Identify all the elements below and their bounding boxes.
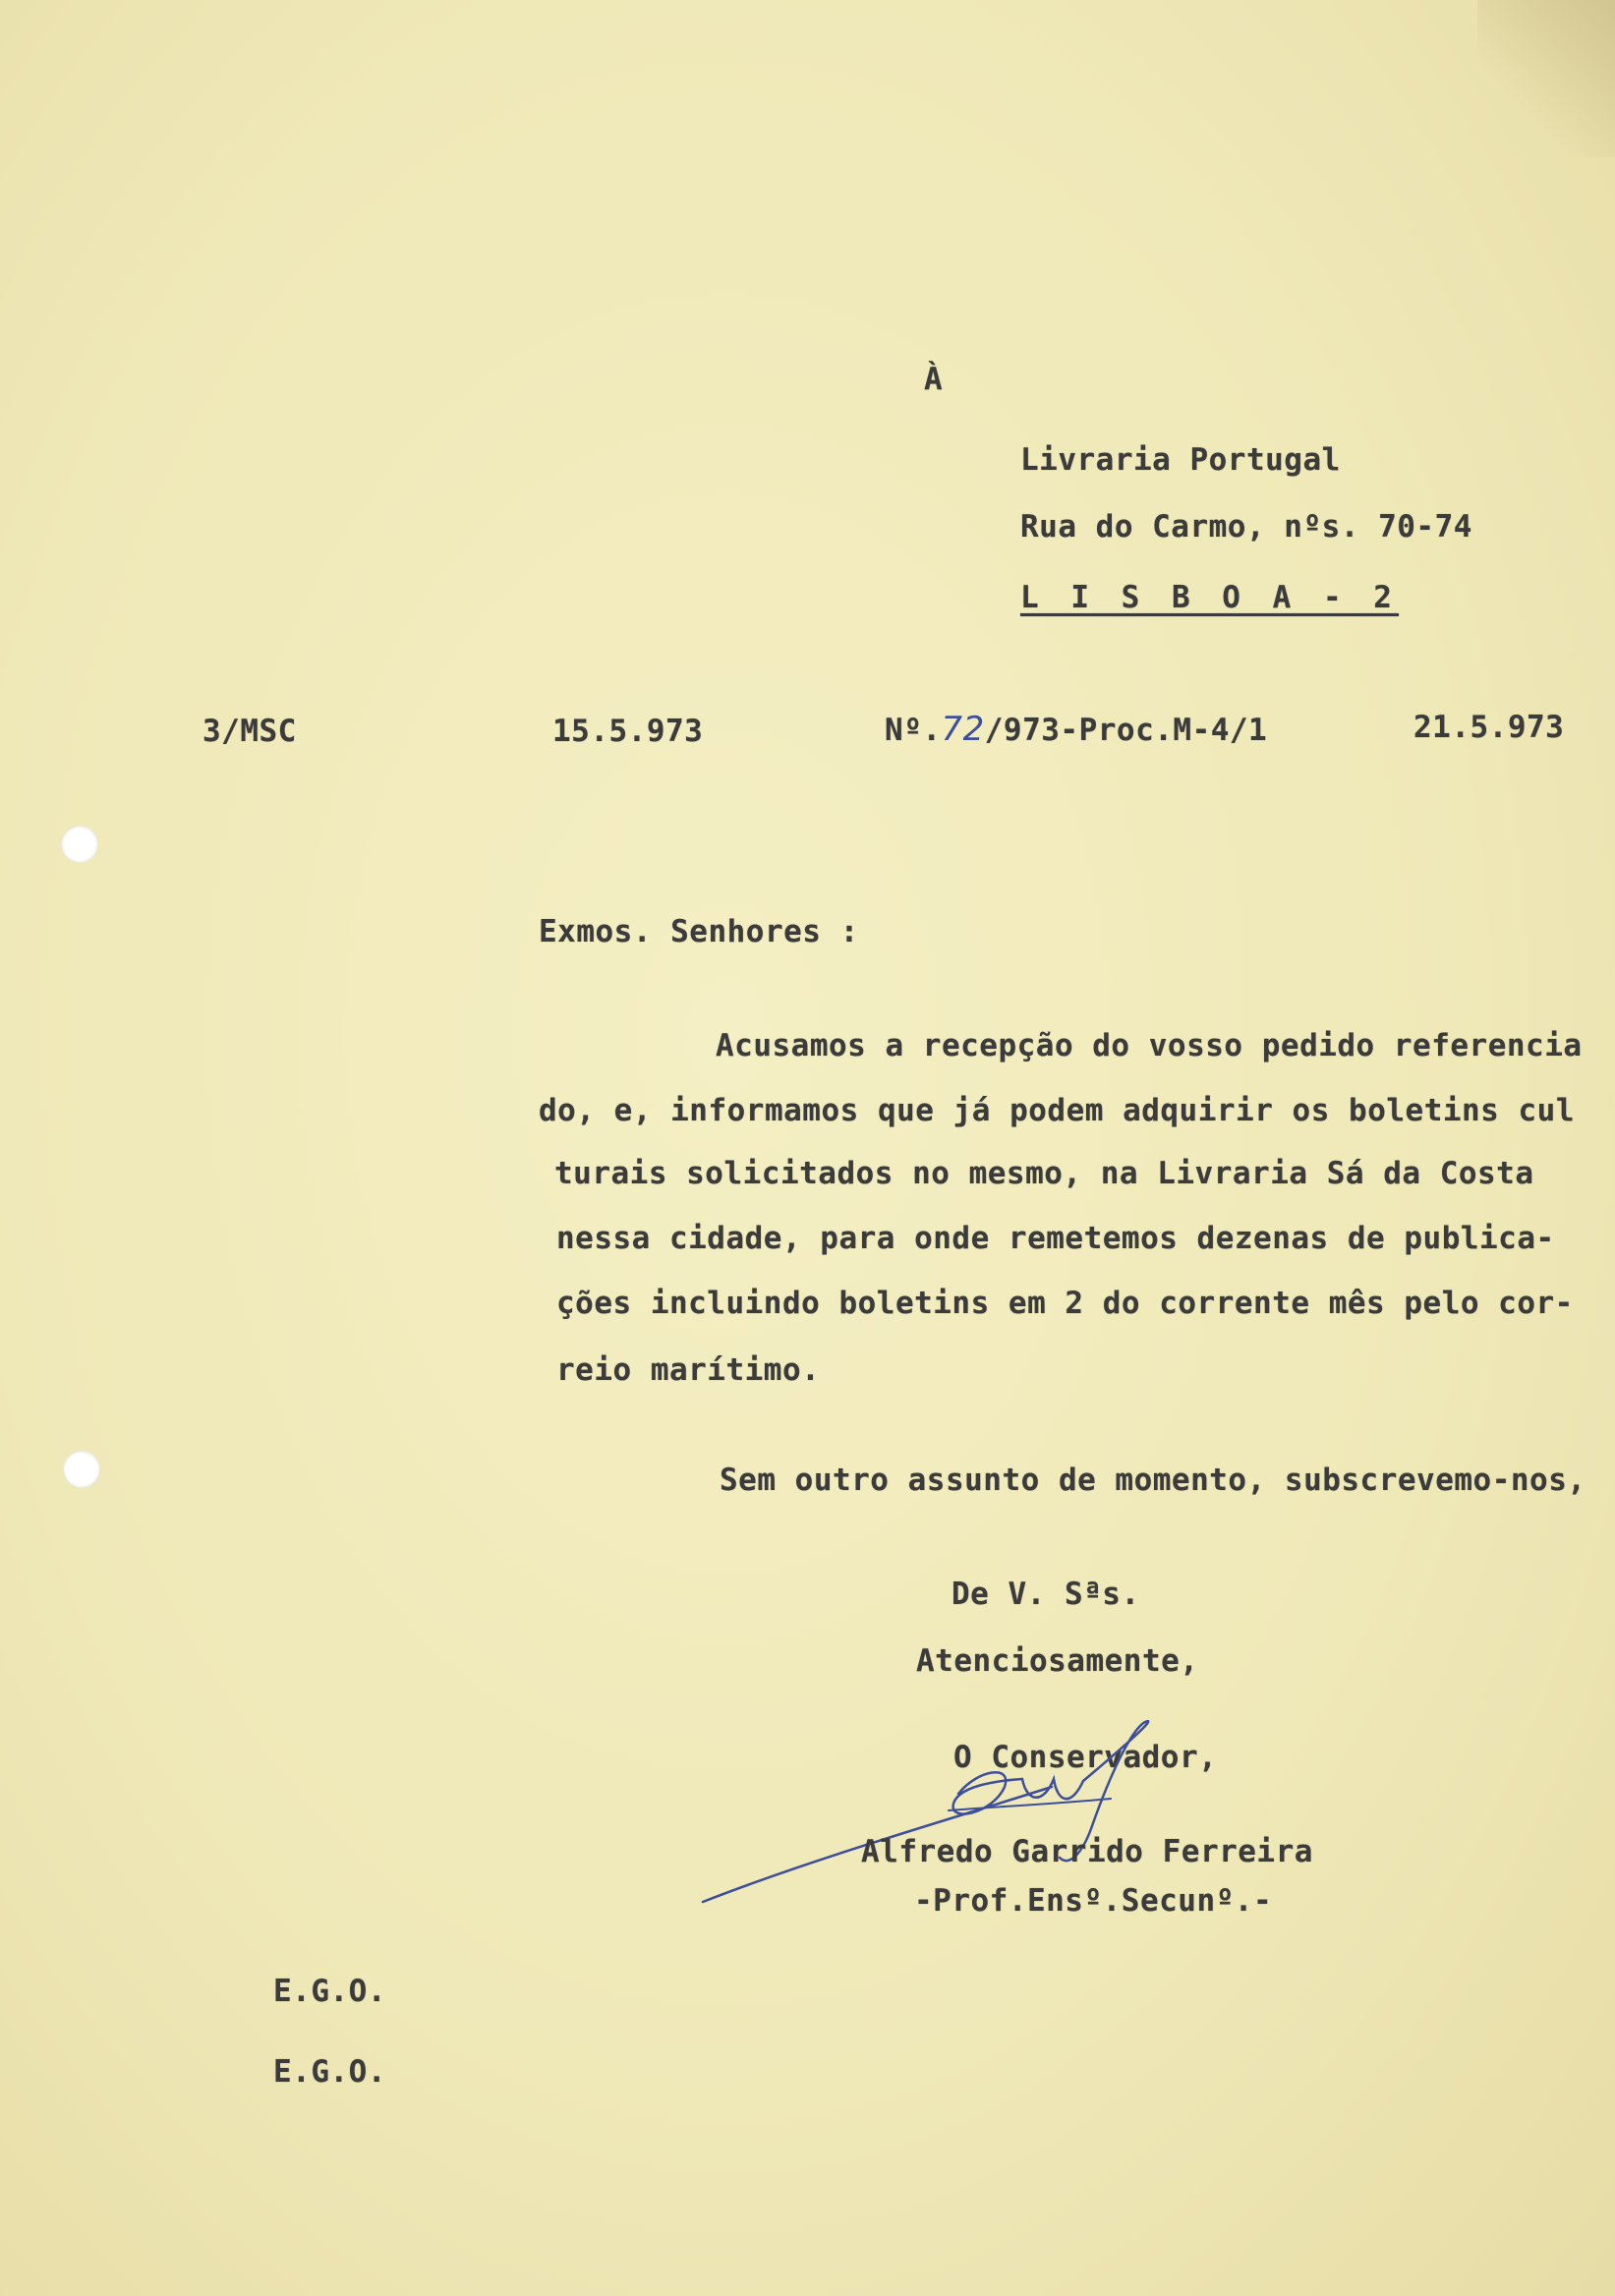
- closing-line: Sem outro assunto de momento, subscrevemo-nos,: [720, 1463, 1586, 1498]
- body-line: reio marítimo.: [556, 1352, 821, 1388]
- reference-number: [885, 710, 1267, 749]
- body-line: Acusamos a recepção do vosso pedido referencia: [716, 1028, 1583, 1063]
- salutation: Exmos. Senhores :: [539, 914, 859, 949]
- reference-number-prefix: Nº.: [885, 713, 942, 748]
- body-line: nessa cidade, para onde remetemos dezenas de publica-: [556, 1221, 1555, 1256]
- initials-line: E.G.O.: [273, 1974, 386, 2009]
- reference-number-suffix: /973-Proc.M-4/1: [984, 713, 1268, 748]
- reference-date-received: 15.5.973: [552, 714, 704, 749]
- reference-number-handwritten: 72: [941, 710, 985, 749]
- recipient-name: Livraria Portugal: [1020, 442, 1341, 478]
- paper-wear: [1477, 0, 1615, 157]
- addressee-prefix: À: [924, 362, 944, 397]
- body-line: do, e, informamos que já podem adquirir os boletins cul: [539, 1093, 1575, 1128]
- regards-line-2: Atenciosamente,: [916, 1643, 1199, 1679]
- recipient-street: Rua do Carmo, nºs. 70-74: [1020, 509, 1472, 545]
- signatory-position: -Prof.Ensº.Secunº.-: [914, 1883, 1273, 1919]
- reference-date-sent: 21.5.973: [1413, 710, 1565, 745]
- signatory-title: O Conservador,: [953, 1740, 1218, 1775]
- reference-code: 3/MSC: [202, 714, 297, 749]
- initials-line: E.G.O.: [273, 2054, 386, 2090]
- punch-hole-bottom: [63, 1451, 100, 1488]
- body-line: ções incluindo boletins em 2 do corrente mês pelo cor-: [556, 1286, 1574, 1321]
- recipient-city: L I S B O A - 2: [1020, 580, 1399, 615]
- punch-hole-top: [61, 826, 98, 863]
- regards-line-1: De V. Sªs.: [952, 1577, 1140, 1612]
- signatory-name: Alfredo Garrido Ferreira: [861, 1834, 1313, 1869]
- body-line: turais solicitados no mesmo, na Livraria Sá da Costa: [554, 1156, 1534, 1191]
